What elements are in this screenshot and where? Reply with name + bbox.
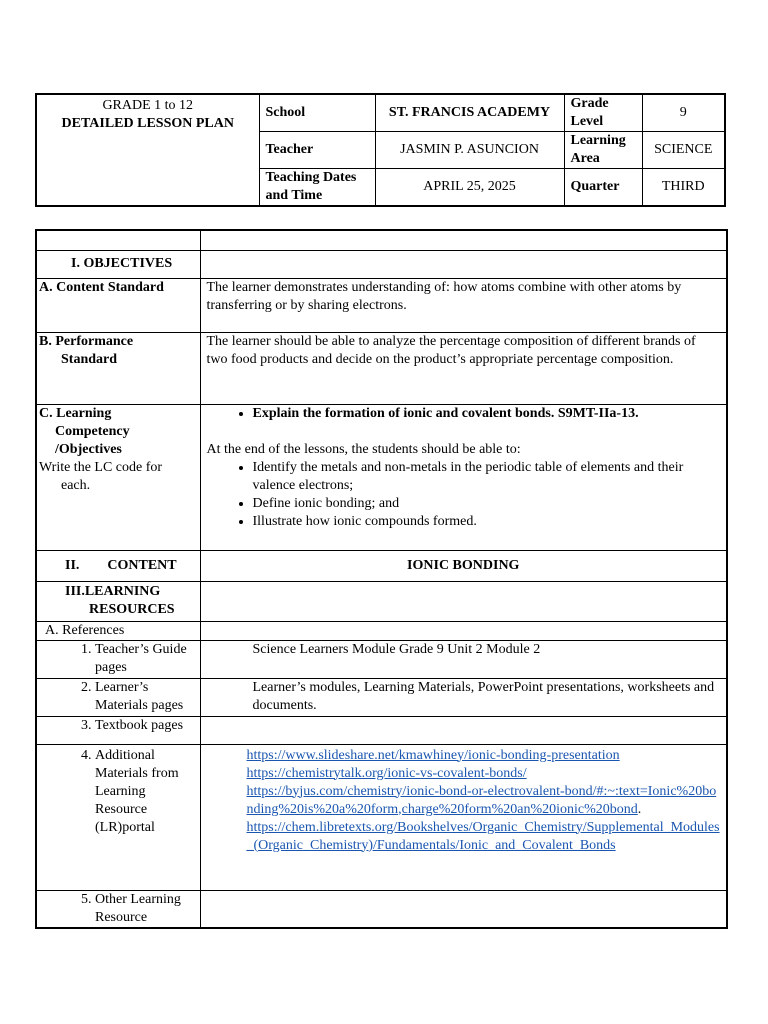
lesson-plan-header: [35, 93, 726, 207]
quarter-label: Quarter: [564, 169, 642, 207]
competency-cell: [200, 404, 727, 550]
plan-title: DETAILED LESSON PLAN: [61, 116, 234, 131]
competency-label: Competency: [55, 423, 130, 439]
resource-label-cell: [36, 640, 200, 678]
resource-label: 4. Additional Materials from Learning Resource (LR)portal: [95, 747, 194, 837]
teacher-label: Teacher: [259, 132, 375, 169]
learning-area-value: SCIENCE: [642, 132, 725, 169]
objective-item: • Identify the metals and non-metals in the periodic table of elements and their valence electrons;: [253, 459, 721, 495]
content-value: IONIC BONDING: [200, 550, 727, 581]
objectives-list: [207, 459, 721, 531]
resource-value: [200, 716, 727, 744]
objective-item: • Define ionic bonding; and: [253, 495, 721, 513]
blank-cell: [200, 621, 727, 640]
grade-level-value: 9: [642, 94, 725, 132]
competency-label: /Objectives: [55, 441, 122, 457]
additional-links: [200, 744, 727, 890]
performance-standard-label: [36, 332, 200, 404]
resource-link[interactable]: https://byjus.com/chemistry/ionic-bond-or-electrovalent-bond/#:~:text=Ionic%20bonding%20is%20a%20form,charge%20form%20an%20ionic%20bond: [246, 783, 717, 817]
resources-heading-line: RESOURCES: [89, 602, 175, 617]
lesson-plan-body: [35, 229, 728, 929]
objectives-heading: I. OBJECTIVES: [36, 250, 200, 278]
blank-cell: [200, 230, 727, 250]
resource-label: 2. Learner’s Materials pages: [95, 679, 194, 715]
resource-label-cell: [36, 716, 200, 744]
dates-label: Teaching Dates and Time: [259, 169, 375, 207]
resource-label-cell: [36, 678, 200, 716]
resource-link[interactable]: https://chemistrytalk.org/ionic-vs-covalent-bonds/: [246, 765, 527, 781]
content-standard-label: A. Content Standard: [36, 278, 200, 332]
references-label: A. References: [36, 621, 200, 640]
performance-standard-text: The learner should be able to analyze the percentage composition of different brands of two food products and decide on the product’s appropriate percentage composition.: [200, 332, 727, 404]
learning-area-label: Learning Area: [564, 132, 642, 169]
resource-label: 5. Other Learning Resource: [95, 891, 194, 927]
resource-value: [200, 890, 727, 928]
teacher-value: JASMIN P. ASUNCION: [375, 132, 564, 169]
blank-cell: [36, 230, 200, 250]
dates-value: APRIL 25, 2025: [375, 169, 564, 207]
resource-label-cell: [36, 890, 200, 928]
resource-value: Learner’s modules, Learning Materials, PowerPoint presentations, worksheets and documents.: [200, 678, 727, 716]
resource-link[interactable]: https://chem.libretexts.org/Bookshelves/Organic_Chemistry/Supplemental_Modules_(Organic_Chemistry)/Fundamentals/Ionic_and_Covalent_Bonds: [246, 819, 720, 853]
objectives-intro: At the end of the lessons, the students should be able to:: [206, 441, 521, 457]
competency-label-cell: [36, 404, 200, 550]
blank-cell: [200, 581, 727, 621]
school-label: School: [259, 94, 375, 132]
competency-note: each.: [61, 477, 91, 493]
performance-standard-label-line: B. Performance: [39, 333, 134, 349]
link-suffix: .: [637, 801, 642, 817]
performance-standard-label-line: Standard: [61, 351, 118, 367]
blank-cell: [200, 250, 727, 278]
resource-label-cell: [36, 744, 200, 890]
quarter-value: THIRD: [642, 169, 725, 207]
resource-label: 3. Textbook pages: [95, 717, 194, 735]
school-value: ST. FRANCIS ACADEMY: [375, 94, 564, 132]
resource-value: Science Learners Module Grade 9 Unit 2 Module 2: [200, 640, 727, 678]
competency-main: • Explain the formation of ionic and covalent bonds. S9MT-IIa-13.: [253, 405, 721, 423]
resource-label: 1. Teacher’s Guide pages: [95, 641, 194, 677]
resource-link[interactable]: https://www.slideshare.net/kmawhiney/ionic-bonding-presentation: [246, 747, 620, 763]
competency-main-list: [207, 405, 721, 423]
competency-note: Write the LC code for: [39, 459, 163, 475]
resources-heading: [36, 581, 200, 621]
content-heading: II. CONTENT: [36, 550, 200, 581]
header-title-cell: [36, 94, 259, 206]
resources-heading-line: III.LEARNING: [65, 584, 161, 599]
competency-label: C. Learning: [39, 405, 112, 421]
grade-range: GRADE 1 to 12: [102, 98, 194, 113]
grade-level-label: Grade Level: [564, 94, 642, 132]
content-standard-text: The learner demonstrates understanding of: how atoms combine with other atoms by transferring or by sharing electrons.: [200, 278, 727, 332]
objective-item: • Illustrate how ionic compounds formed.: [253, 513, 721, 531]
